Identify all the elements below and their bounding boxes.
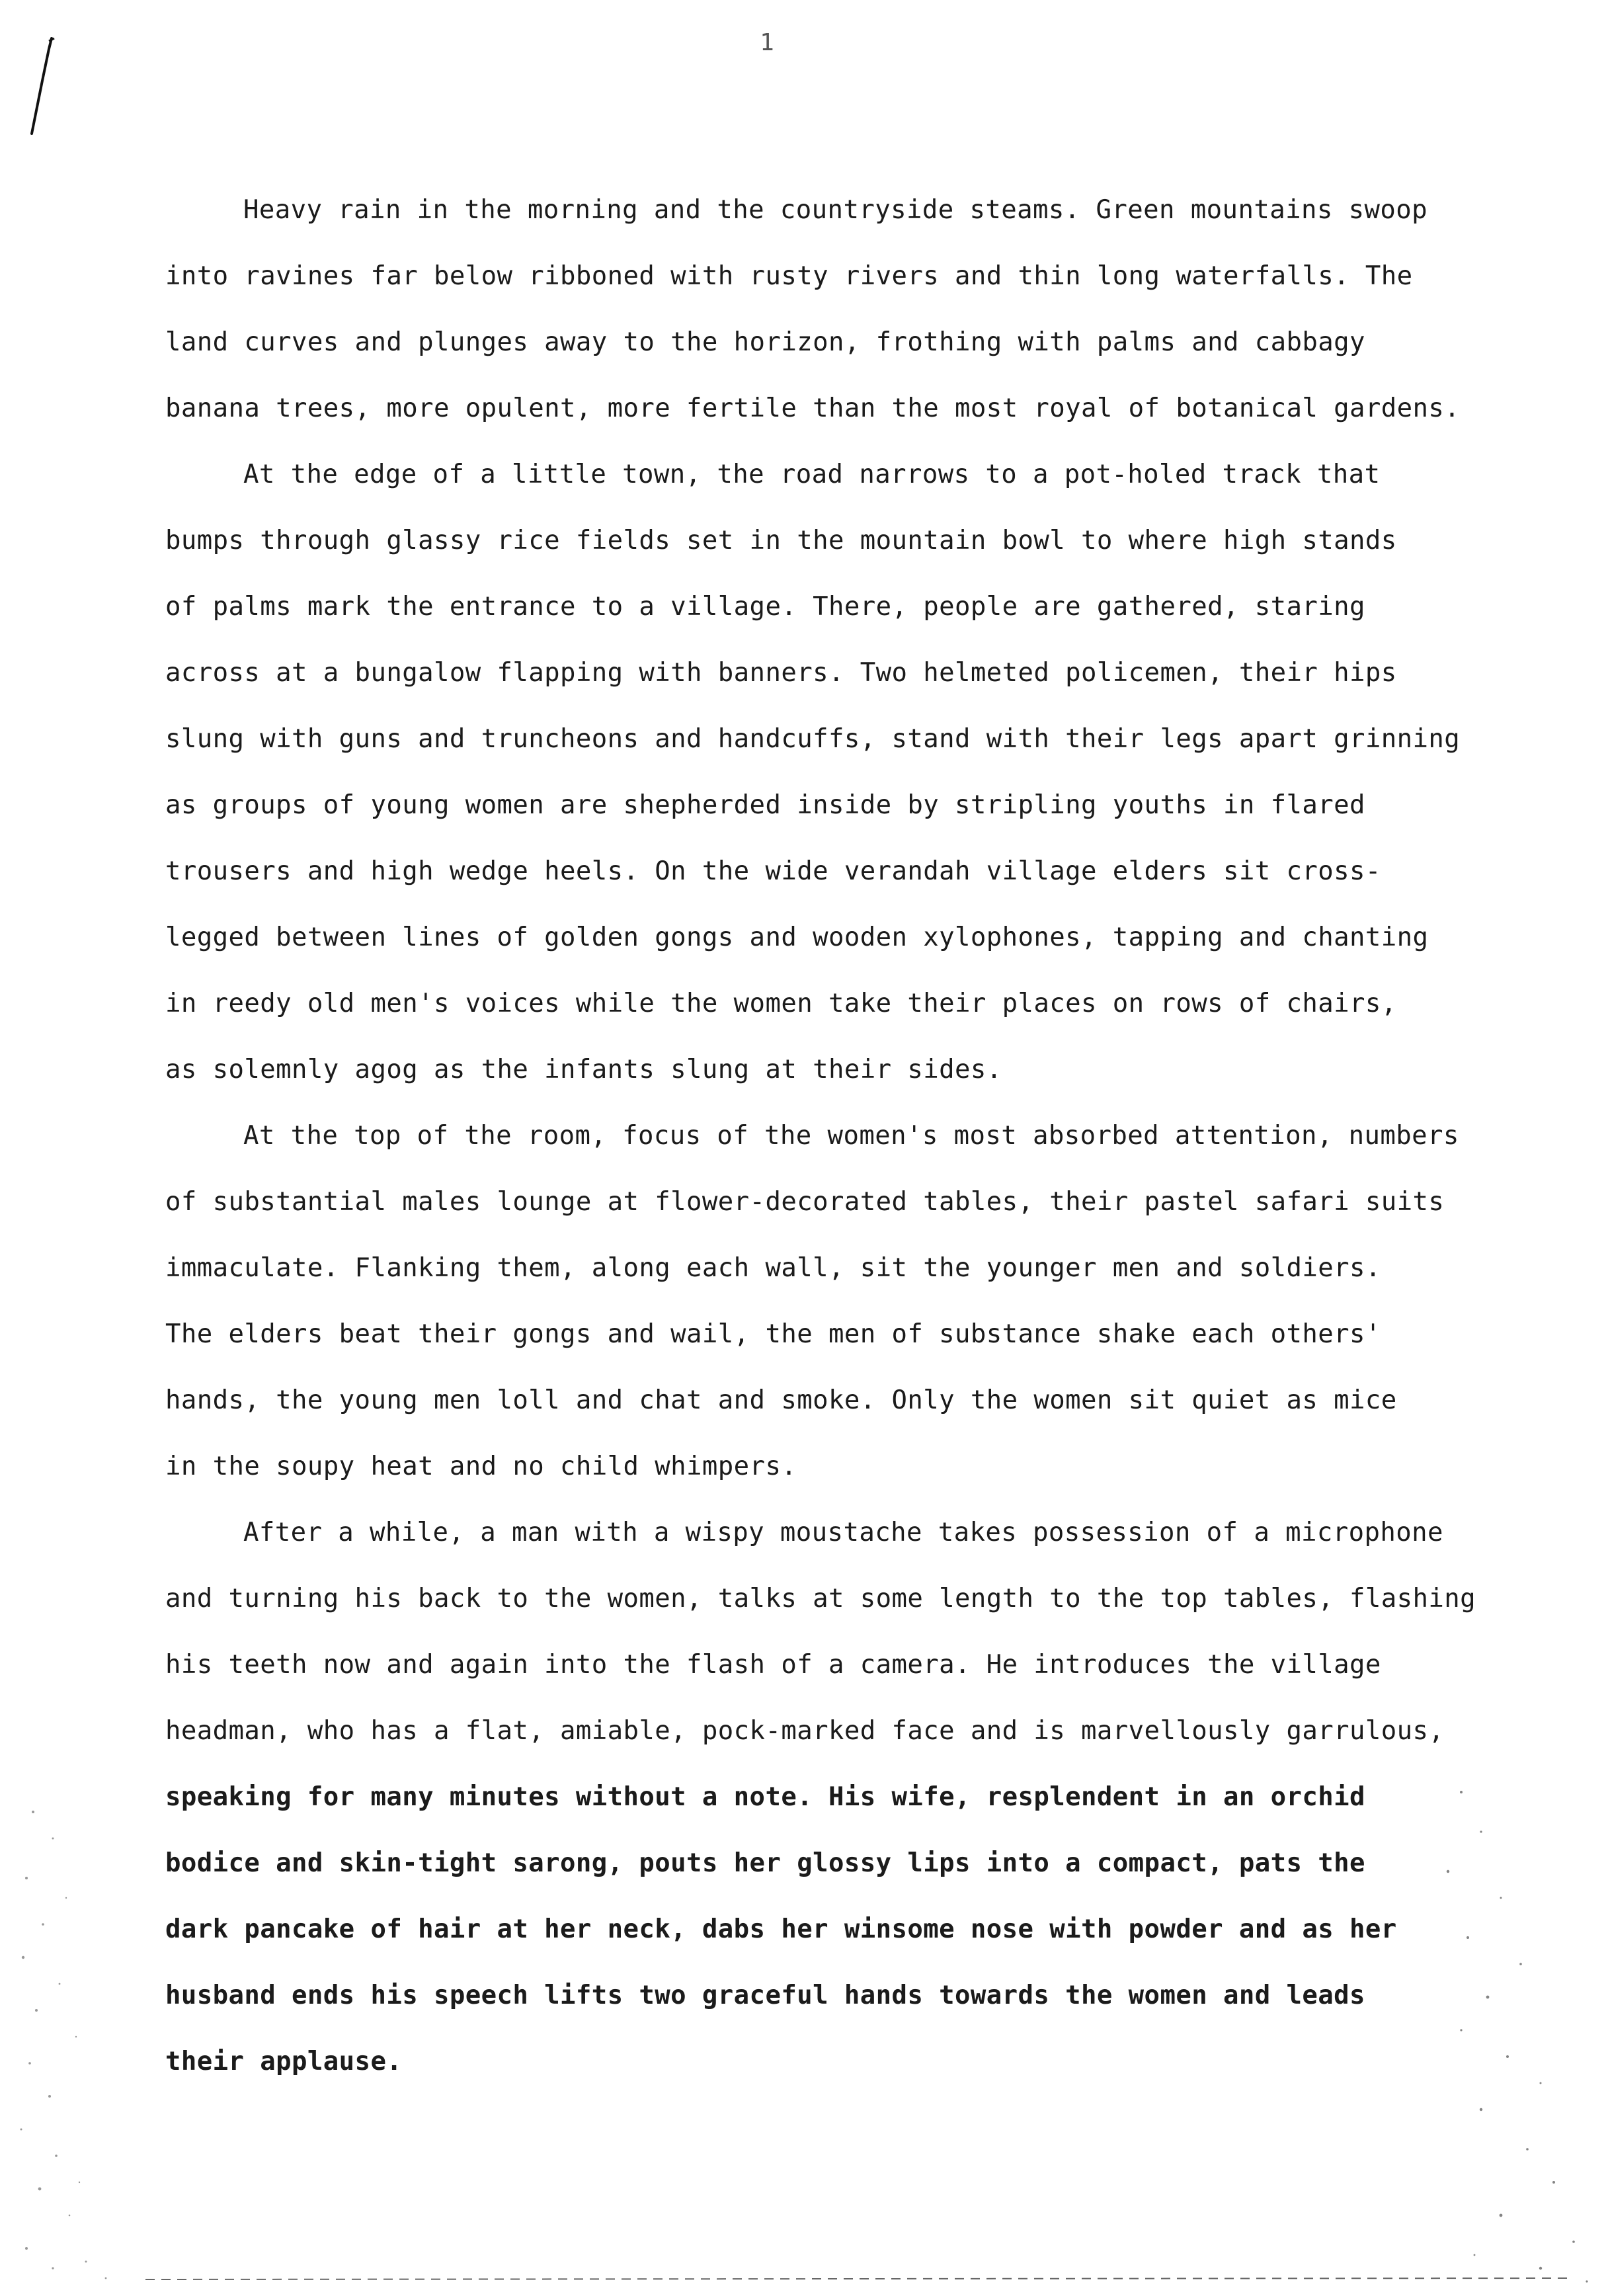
text-line: in reedy old men's voices while the women take their places on rows of chairs, — [165, 989, 1397, 1018]
text-line: At the edge of a little town, the road narrows to a pot-holed track that — [243, 460, 1381, 489]
text-line: headman, who has a flat, amiable, pock-marked face and is marvellously garrulous, — [165, 1716, 1445, 1746]
text-line: into ravines far below ribboned with rusty rivers and thin long waterfalls. The — [165, 261, 1413, 291]
page-number: 1 — [760, 29, 774, 56]
text-line: in the soupy heat and no child whimpers. — [165, 1452, 797, 1481]
text-line: land curves and plunges away to the horizon, frothing with palms and cabbagy — [165, 327, 1365, 357]
text-line: husband ends his speech lifts two graceful hands towards the women and leads — [165, 1981, 1365, 2010]
text-line: legged between lines of golden gongs and wooden xylophones, tapping and chanting — [165, 922, 1429, 952]
text-line: bumps through glassy rice fields set in the mountain bowl to where high stands — [165, 526, 1397, 555]
text-line: Heavy rain in the morning and the countryside steams. Green mountains swoop — [243, 195, 1427, 225]
text-line: of substantial males lounge at flower-decorated tables, their pastel safari suits — [165, 1187, 1445, 1217]
text-line: their applause. — [165, 2047, 403, 2076]
text-line: The elders beat their gongs and wail, the men of substance shake each others' — [165, 1319, 1381, 1349]
text-line: slung with guns and truncheons and handcuffs, stand with their legs apart grinning — [165, 724, 1461, 754]
right-edge-speckle — [1422, 1752, 1608, 2295]
text-line: speaking for many minutes without a note. His wife, resplendent in an orchid — [165, 1782, 1365, 1812]
text-line: of palms mark the entrance to a village. There, people are gathered, staring — [165, 592, 1365, 622]
text-line: as solemnly agog as the infants slung at their sides. — [165, 1055, 1002, 1085]
text-line: At the top of the room, focus of the women's most absorbed attention, numbers — [243, 1121, 1459, 1151]
text-line: across at a bungalow flapping with banners. Two helmeted policemen, their hips — [165, 658, 1397, 688]
text-line: bodice and skin-tight sarong, pouts her glossy lips into a compact, pats the — [165, 1848, 1365, 1878]
text-line: his teeth now and again into the flash of a camera. He introduces the village — [165, 1650, 1381, 1680]
text-line: After a while, a man with a wispy moustache takes possession of a microphone — [243, 1518, 1443, 1547]
text-line: trousers and high wedge heels. On the wide verandah village elders sit cross- — [165, 856, 1381, 886]
margin-pen-mark — [22, 34, 62, 140]
text-line: dark pancake of hair at her neck, dabs her winsome nose with powder and as her — [165, 1914, 1397, 1944]
text-line: banana trees, more opulent, more fertile than the most royal of botanical gardens. — [165, 393, 1461, 423]
text-line: hands, the young men loll and chat and smoke. Only the women sit quiet as mice — [165, 1385, 1397, 1415]
body-text — [165, 177, 1554, 2095]
text-line: immaculate. Flanking them, along each wall, sit the younger men and soldiers. — [165, 1253, 1381, 1283]
bottom-edge-smudge — [145, 2275, 1567, 2283]
left-edge-speckle — [13, 1785, 145, 2288]
text-line: and turning his back to the women, talks at some length to the top tables, flashing — [165, 1584, 1476, 1614]
text-line: as groups of young women are shepherded inside by stripling youths in flared — [165, 790, 1365, 820]
